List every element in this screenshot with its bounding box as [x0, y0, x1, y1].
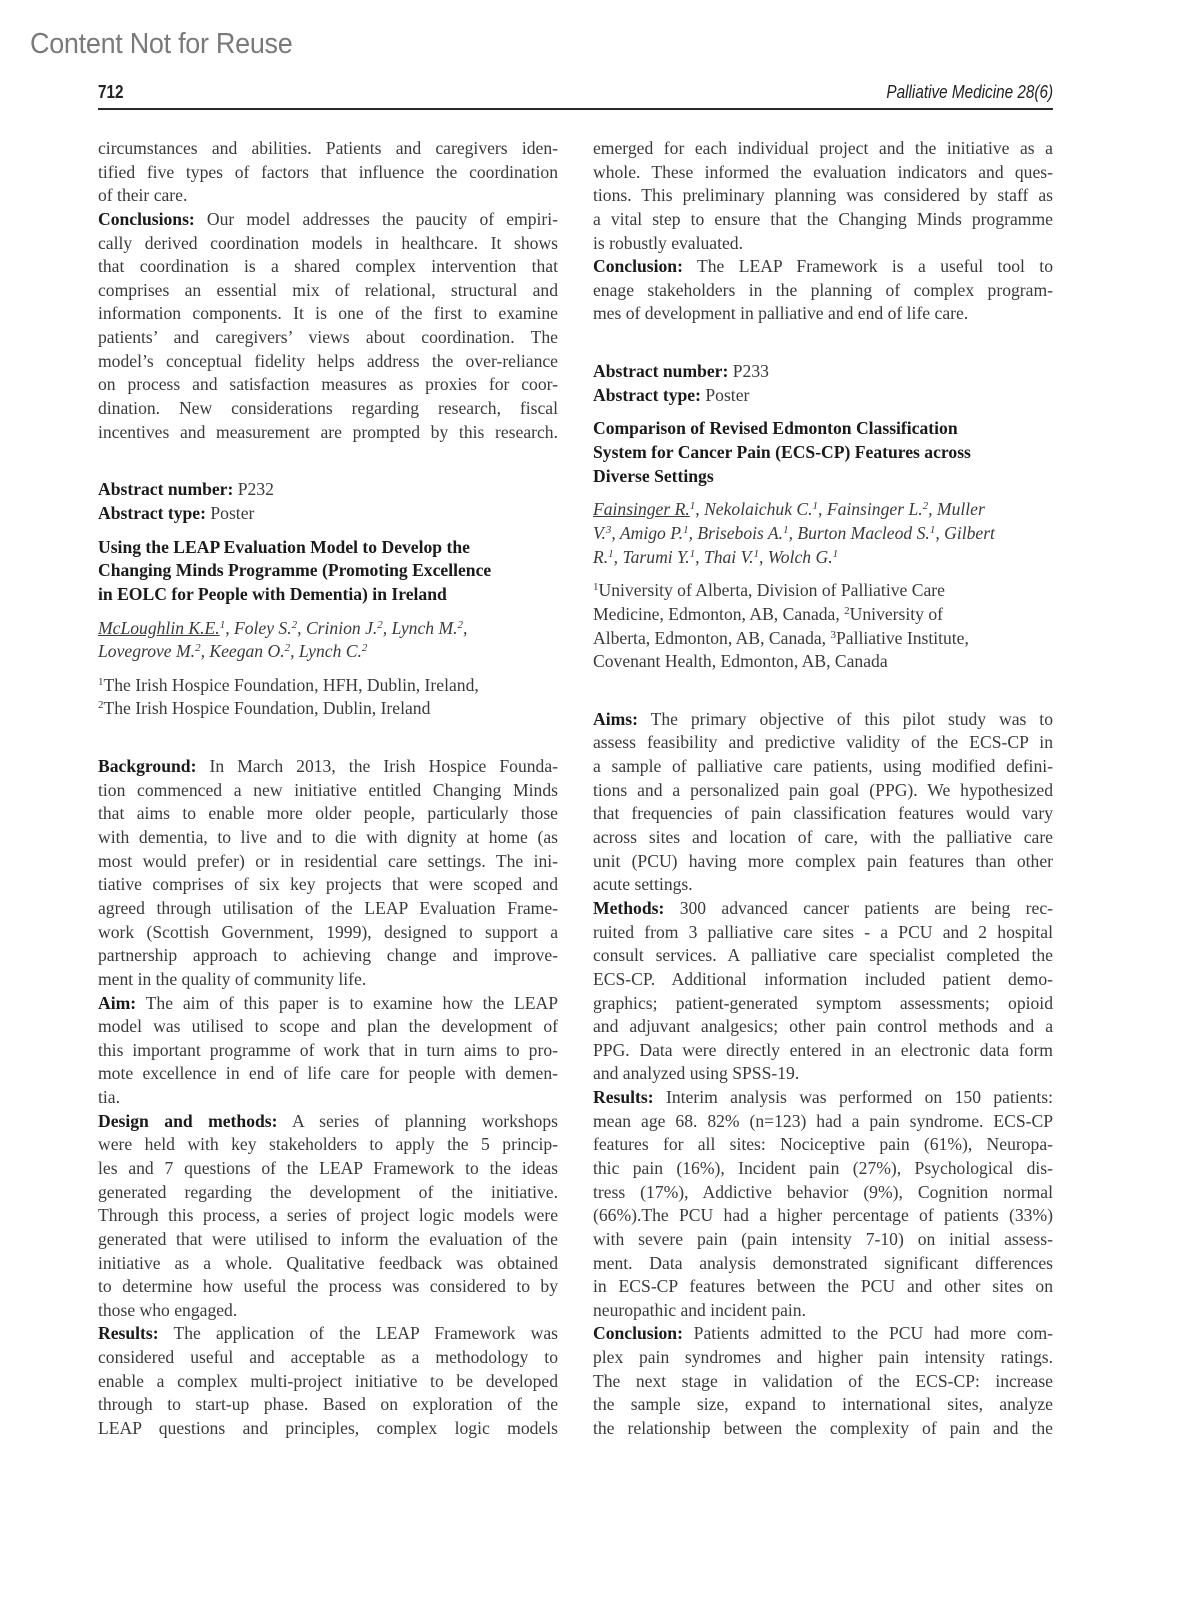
title-line: Diverse Settings — [593, 465, 714, 486]
text-line: were held with key stakeholders to apply the 5 princip- — [98, 1134, 558, 1155]
affiliation-text: Medicine, Edmonton, AB, Canada, — [593, 603, 845, 624]
aim-paragraph — [98, 992, 558, 1110]
affiliation-marker: 1 — [593, 581, 599, 594]
affiliation-text: Palliative Institute, — [835, 627, 969, 648]
text-line: the sample size, expand to international sites, analyze — [593, 1394, 1053, 1415]
text-line: generated regarding the development of the initiative. — [98, 1181, 558, 1202]
text-line: emerged for each individual project and the initiative as a — [593, 138, 1053, 158]
text-line: The next stage in validation of the ECS-CP: increase — [593, 1370, 1053, 1391]
affiliation-marker: 1 — [812, 500, 819, 513]
text-line: whole. These informed the evaluation indicators and ques- — [593, 161, 1053, 182]
section-label: Conclusions: — [98, 208, 195, 229]
affiliation-marker: 2 — [844, 604, 850, 617]
author-name: , Burton Macleod S. — [788, 522, 930, 543]
author-name: , Tarumi Y. — [613, 546, 690, 567]
author-name: , Gilbert — [935, 522, 995, 543]
text-line: on process and satisfaction measures as proxies for coor- — [98, 374, 558, 395]
section-label: Aims: — [593, 708, 638, 729]
text-line: those who engaged. — [98, 1299, 238, 1320]
affiliation-marker: 1 — [832, 547, 839, 560]
text-line: tions. This preliminary planning was considered by staff as — [593, 185, 1053, 206]
text-line: patients’ and caregivers’ views about coordination. The — [98, 327, 558, 348]
text-line: mean age 68. 82% (n=123) had a pain syndrome. ECS-CP — [593, 1110, 1053, 1131]
abstract-number: P233 — [728, 361, 769, 382]
design-methods-paragraph — [98, 1110, 558, 1323]
abstract-number-label: Abstract number: — [98, 479, 234, 500]
affiliation-marker: 2 — [922, 500, 929, 513]
text-line: features for all sites: Nociceptive pain (61%), Neuropa- — [593, 1134, 1053, 1155]
text-line: Our model addresses the paucity of empiri- — [194, 208, 558, 229]
abstract-type-label: Abstract type: — [593, 384, 701, 405]
title-line: Using the LEAP Evaluation Model to Develop the — [98, 536, 470, 557]
running-header — [98, 80, 1053, 110]
text-line: A series of planning workshops — [277, 1110, 558, 1131]
affiliation-marker: 2 — [195, 642, 201, 655]
text-line: The primary objective of this pilot study was to — [637, 708, 1053, 729]
text-line: neuropathic and incident pain. — [593, 1299, 807, 1320]
abstract-type: Poster — [205, 502, 255, 523]
text-line: (66%).The PCU had a higher percentage of patients (33%) — [593, 1205, 1053, 1226]
text-line: ment. Data analysis demonstrated significant differences — [593, 1252, 1053, 1273]
methods-paragraph — [593, 897, 1053, 1086]
text-line: graphics; patient-generated symptom assessments; opioid — [593, 992, 1053, 1013]
text-line: tress (17%), Addictive behavior (9%), Cognition normal — [593, 1181, 1053, 1202]
text-line: assess feasibility and predictive validity of the ECS-CP in — [593, 732, 1053, 753]
affiliation-marker: 1 — [683, 523, 689, 536]
section-label: Background: — [98, 756, 197, 777]
affiliation-text: University of Alberta, Division of Palliative Care — [598, 580, 945, 601]
background-paragraph — [98, 755, 558, 991]
text-line: dination. New considerations regarding research, fiscal — [98, 398, 558, 419]
text-line: The application of the LEAP Framework was — [158, 1323, 558, 1344]
text-line: incentives and measurement are prompted by this research. — [98, 421, 558, 442]
author-name: R. — [593, 546, 609, 567]
section-label: Results: — [98, 1323, 159, 1344]
text-line: Patients admitted to the PCU had more com- — [682, 1323, 1053, 1344]
affiliations-p233 — [593, 579, 1053, 674]
author-name: , Fainsinger L. — [818, 499, 923, 520]
text-line: tia. — [98, 1087, 120, 1108]
journal-title: Palliative Medicine 28(6) — [886, 82, 1053, 102]
author-name: Lovegrove M. — [98, 641, 196, 662]
author-list-p232 — [98, 617, 558, 664]
conclusion-paragraph-p232 — [593, 255, 1053, 326]
continued-results-paragraph — [98, 137, 558, 208]
text-line: ruited from 3 palliative care sites - a PCU and 2 hospital — [593, 921, 1053, 942]
title-line: Changing Minds Programme (Promoting Excellence — [98, 560, 492, 581]
text-line: that frequencies of pain classification features would vary — [593, 803, 1053, 824]
abstract-title-p233 — [593, 417, 1053, 488]
left-column — [98, 137, 558, 1441]
section-label: Aim: — [98, 992, 137, 1013]
text-line: to determine how useful the process was considered to by — [98, 1276, 558, 1297]
text-line: and adjuvant analgesics; other pain control methods and a — [593, 1016, 1053, 1037]
abstract-meta-p232 — [98, 478, 558, 525]
abstract-number: P232 — [233, 479, 274, 500]
text-line: model was utilised to scope and plan the development of — [98, 1016, 558, 1037]
author-name: , Foley S. — [225, 617, 292, 638]
text-line: ment in the quality of community life. — [98, 968, 367, 989]
affiliation-marker: 1 — [608, 547, 614, 560]
text-line: generated that were utilised to inform the evaluation of the — [98, 1228, 558, 1249]
conclusion-paragraph-p233 — [593, 1322, 1053, 1440]
title-line: in EOLC for People with Dementia) in Ireland — [98, 583, 447, 604]
affiliation-marker: 3 — [830, 628, 836, 641]
text-line: consult services. A palliative care specialist completed the — [593, 945, 1053, 966]
text-line: acute settings. — [593, 874, 693, 895]
author-name: , Muller — [928, 499, 985, 520]
text-line: and analyzed using SPSS-19. — [593, 1063, 800, 1084]
text-line: cally derived coordination models in healthcare. It shows — [98, 232, 558, 253]
text-line: across sites and location of care, with the palliative care — [593, 827, 1053, 848]
affiliation-marker: 2 — [98, 699, 104, 712]
section-label: Results: — [593, 1087, 654, 1108]
text-line: circumstances and abilities. Patients and caregivers iden- — [98, 138, 558, 158]
text-line: The LEAP Framework is a useful tool to — [682, 256, 1053, 277]
author-separator: , — [463, 617, 468, 638]
section-label: Conclusion: — [593, 1323, 683, 1344]
text-line: that aims to enable more older people, particularly those — [98, 803, 558, 824]
text-line: PPG. Data were directly entered in an electronic data form — [593, 1039, 1053, 1060]
text-line: Interim analysis was performed on 150 patients: — [653, 1087, 1053, 1108]
text-line: thic pain (16%), Incident pain (27%), Psychological dis- — [593, 1157, 1053, 1178]
title-line: System for Cancer Pain (ECS-CP) Features across — [593, 442, 971, 463]
affiliation-marker: 2 — [284, 642, 291, 655]
text-line: plex pain syndromes and higher pain intensity ratings. — [593, 1347, 1053, 1368]
presenting-author: McLoughlin K.E. — [98, 617, 220, 638]
author-name: , Lynch C. — [290, 641, 362, 662]
abstract-title-p232 — [98, 536, 558, 607]
affiliation-text: The Irish Hospice Foundation, HFH, Dublin, Ireland, — [103, 674, 479, 695]
text-line: initiative as a whole. Qualitative feedback was obtained — [98, 1252, 558, 1273]
affiliations-p232 — [98, 674, 558, 721]
aims-paragraph — [593, 708, 1053, 897]
text-line: is robustly evaluated. — [593, 232, 744, 253]
text-line: a sample of palliative care patients, using modified defini- — [593, 756, 1053, 777]
affiliation-marker: 1 — [219, 618, 226, 631]
affiliation-marker: 2 — [291, 618, 298, 631]
author-name: , Amigo P. — [611, 522, 684, 543]
text-line: enable a complex multi-project initiative to be developed — [98, 1370, 558, 1391]
affiliation-marker: 1 — [689, 500, 696, 513]
text-line: tions and a personalized pain goal (PPG). We hypothesized — [593, 779, 1053, 800]
affiliation-text: Alberta, Edmonton, AB, Canada, — [593, 627, 831, 648]
author-name: , Crinion J. — [297, 617, 378, 638]
affiliation-marker: 1 — [929, 523, 936, 536]
right-column — [593, 137, 1053, 1441]
affiliation-marker: 1 — [753, 547, 759, 560]
author-name: , Lynch M. — [382, 617, 458, 638]
abstract-number-label: Abstract number: — [593, 361, 729, 382]
affiliation-marker: 1 — [783, 523, 789, 536]
section-label: Conclusion: — [593, 256, 683, 277]
text-line: mote excellence in end of life care for people with demen- — [98, 1063, 558, 1084]
page-number: 712 — [98, 82, 124, 102]
author-name: , Brisebois A. — [688, 522, 784, 543]
text-line: in ECS-CP features between the PCU and other sites on — [593, 1276, 1053, 1297]
text-line: model’s conceptual fidelity helps address the over-reliance — [98, 350, 558, 371]
text-line: ECS-CP. Additional information included patient demo- — [593, 968, 1053, 989]
author-name: , Thai V. — [695, 546, 754, 567]
author-name: , Wolch G. — [758, 546, 833, 567]
text-line: that coordination is a shared complex intervention that — [98, 256, 558, 277]
text-line: tion commenced a new initiative entitled Changing Minds — [98, 779, 558, 800]
text-line: considered useful and acceptable as a methodology to — [98, 1347, 558, 1368]
affiliation-marker: 2 — [457, 618, 464, 631]
affiliation-marker: 1 — [689, 547, 696, 560]
text-line: tiative comprises of six key projects that were scoped and — [98, 874, 558, 895]
text-line: mes of development in palliative and end of life care. — [593, 303, 969, 324]
author-name: V. — [593, 522, 606, 543]
text-line: enage stakeholders in the planning of complex program- — [593, 279, 1053, 300]
affiliation-text: University of — [849, 603, 944, 624]
affiliation-marker: 2 — [361, 642, 368, 655]
text-line: comprises an essential mix of relational, structural and — [98, 279, 558, 300]
text-line: with dementia, to live and to die with dignity at home (as — [98, 827, 558, 848]
text-line: of their care. — [98, 185, 188, 206]
affiliation-text: Covenant Health, Edmonton, AB, Canada — [593, 651, 888, 672]
text-line: this important programme of work that in turn aims to pro- — [98, 1039, 558, 1060]
text-line: The aim of this paper is to examine how the LEAP — [136, 992, 558, 1013]
author-name: , Nekolaichuk C. — [695, 499, 813, 520]
affiliation-marker: 3 — [605, 523, 612, 536]
text-line: a vital step to ensure that the Changing Minds programme — [593, 208, 1053, 229]
text-line: unit (PCU) having more complex pain features than other — [593, 850, 1053, 871]
text-line: Through this process, a series of project logic models were — [98, 1205, 558, 1226]
text-line: work (Scottish Government, 1999), designed to support a — [98, 921, 558, 942]
text-line: tified five types of factors that influence the coordination — [98, 161, 558, 182]
author-list-p233 — [593, 498, 1053, 569]
presenting-author: Fainsinger R. — [593, 499, 690, 520]
section-label: Design and methods: — [98, 1110, 278, 1131]
affiliation-text: The Irish Hospice Foundation, Dublin, Ireland — [103, 698, 431, 719]
abstract-type: Poster — [700, 384, 750, 405]
abstract-meta-p233 — [593, 360, 1053, 407]
text-line: information components. It is one of the first to examine — [98, 303, 558, 324]
affiliation-marker: 2 — [377, 618, 383, 631]
text-line: the relationship between the complexity of pain and the — [593, 1418, 1053, 1439]
conclusions-paragraph — [98, 208, 558, 444]
text-line: with severe pain (pain intensity 7-10) on initial assess- — [593, 1228, 1053, 1249]
section-label: Methods: — [593, 897, 665, 918]
affiliation-marker: 1 — [98, 675, 104, 688]
title-line: Comparison of Revised Edmonton Classification — [593, 418, 958, 439]
text-line: LEAP questions and principles, complex logic models — [98, 1418, 558, 1439]
text-line: agreed through utilisation of the LEAP Evaluation Frame- — [98, 897, 558, 918]
text-line: 300 advanced cancer patients are being rec- — [664, 897, 1053, 918]
author-name: , Keegan O. — [200, 641, 285, 662]
text-line: les and 7 questions of the LEAP Framework to the ideas — [98, 1157, 558, 1178]
text-line: most would prefer) or in residential care settings. The ini- — [98, 850, 558, 871]
watermark: Content Not for Reuse — [30, 28, 293, 60]
abstract-type-label: Abstract type: — [98, 502, 206, 523]
continued-results-paragraph — [593, 137, 1053, 255]
results-paragraph — [593, 1086, 1053, 1322]
text-line: partnership approach to achieving change and improve- — [98, 945, 558, 966]
results-paragraph — [98, 1322, 558, 1440]
text-line: In March 2013, the Irish Hospice Founda- — [196, 756, 558, 777]
text-line: through to start-up phase. Based on exploration of the — [98, 1394, 558, 1415]
